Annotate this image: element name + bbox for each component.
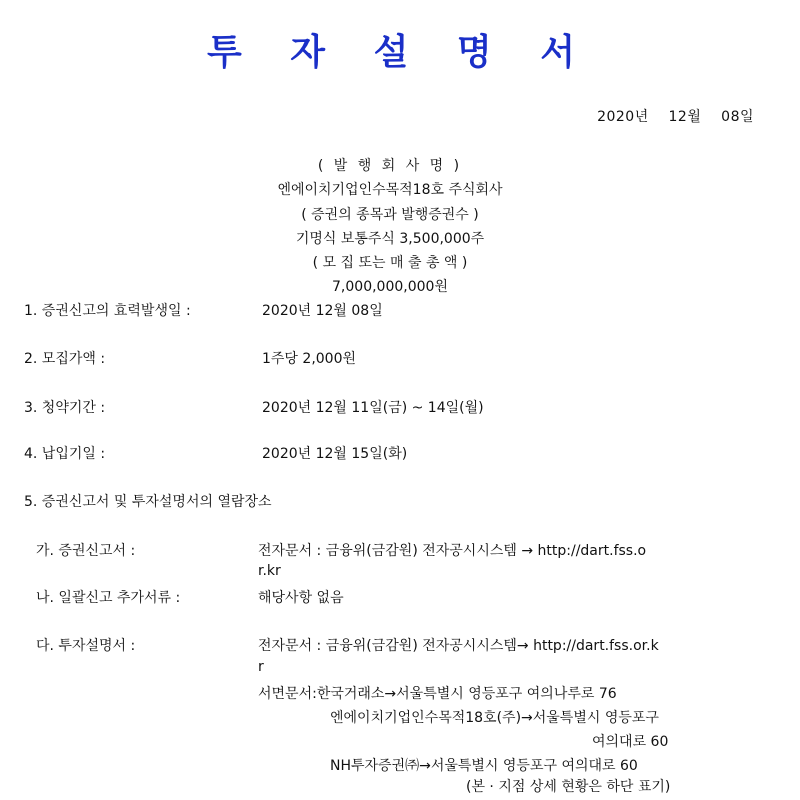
item-2-label: 2. 모집가액 :	[24, 351, 106, 367]
securities-heading: ( 증권의 종목과 발행증권수 )	[301, 207, 479, 223]
item-4-value: 2020년 12월 15일(화)	[262, 446, 408, 462]
ga-label: 가. 증권신고서 :	[36, 543, 136, 559]
securities-value: 기명식 보통주식 3,500,000주	[295, 231, 485, 247]
da-label: 다. 투자설명서 :	[36, 638, 136, 654]
na-value: 해당사항 없음	[258, 590, 344, 606]
da-paper-line4: NH투자증권㈜→서울특별시 영등포구 여의대로 60	[330, 758, 638, 774]
item-4-label: 4. 납입기일 :	[24, 446, 106, 462]
issuer-heading: ( 발 행 회 사 명 )	[317, 158, 463, 174]
item-1-label: 1. 증권신고의 효력발생일 :	[24, 303, 191, 319]
da-paper-line5: (본 · 지점 상세 현황은 하단 표기)	[466, 779, 671, 795]
na-label: 나. 일괄신고 추가서류 :	[36, 590, 181, 606]
da-paper-line1: 서면문서:한국거래소→서울특별시 영등포구 여의나루로 76	[258, 686, 617, 702]
item-3-value: 2020년 12월 11일(금) ~ 14일(월)	[262, 400, 484, 416]
ga-value-line2: r.kr	[258, 563, 281, 579]
item-2-value: 1주당 2,000원	[262, 351, 357, 367]
issuer-name: 엔에이치기업인수목적18호 주식회사	[277, 182, 503, 198]
offering-value: 7,000,000,000원	[332, 279, 448, 295]
da-paper-line2: 엔에이치기업인수목적18호(주)→서울특별시 영등포구	[330, 710, 659, 726]
da-paper-line3: 여의대로 60	[592, 734, 669, 750]
da-value-line2: r	[258, 659, 264, 675]
ga-value-line1: 전자문서 : 금융위(금감원) 전자공시시스템 → http://dart.fss.o	[258, 543, 647, 559]
document-title: 투 자 설 명 서	[206, 31, 593, 73]
item-3-label: 3. 청약기간 :	[24, 400, 106, 416]
section-5-heading: 5. 증권신고서 및 투자설명서의 열람장소	[24, 494, 272, 510]
da-value-line1: 전자문서 : 금융위(금감원) 전자공시시스템→ http://dart.fss.or.k	[258, 638, 659, 654]
offering-heading: ( 모 집 또는 매 출 총 액 )	[312, 255, 468, 271]
document-date: 2020년 12월 08일	[597, 109, 754, 125]
item-1-value: 2020년 12월 08일	[262, 303, 383, 319]
